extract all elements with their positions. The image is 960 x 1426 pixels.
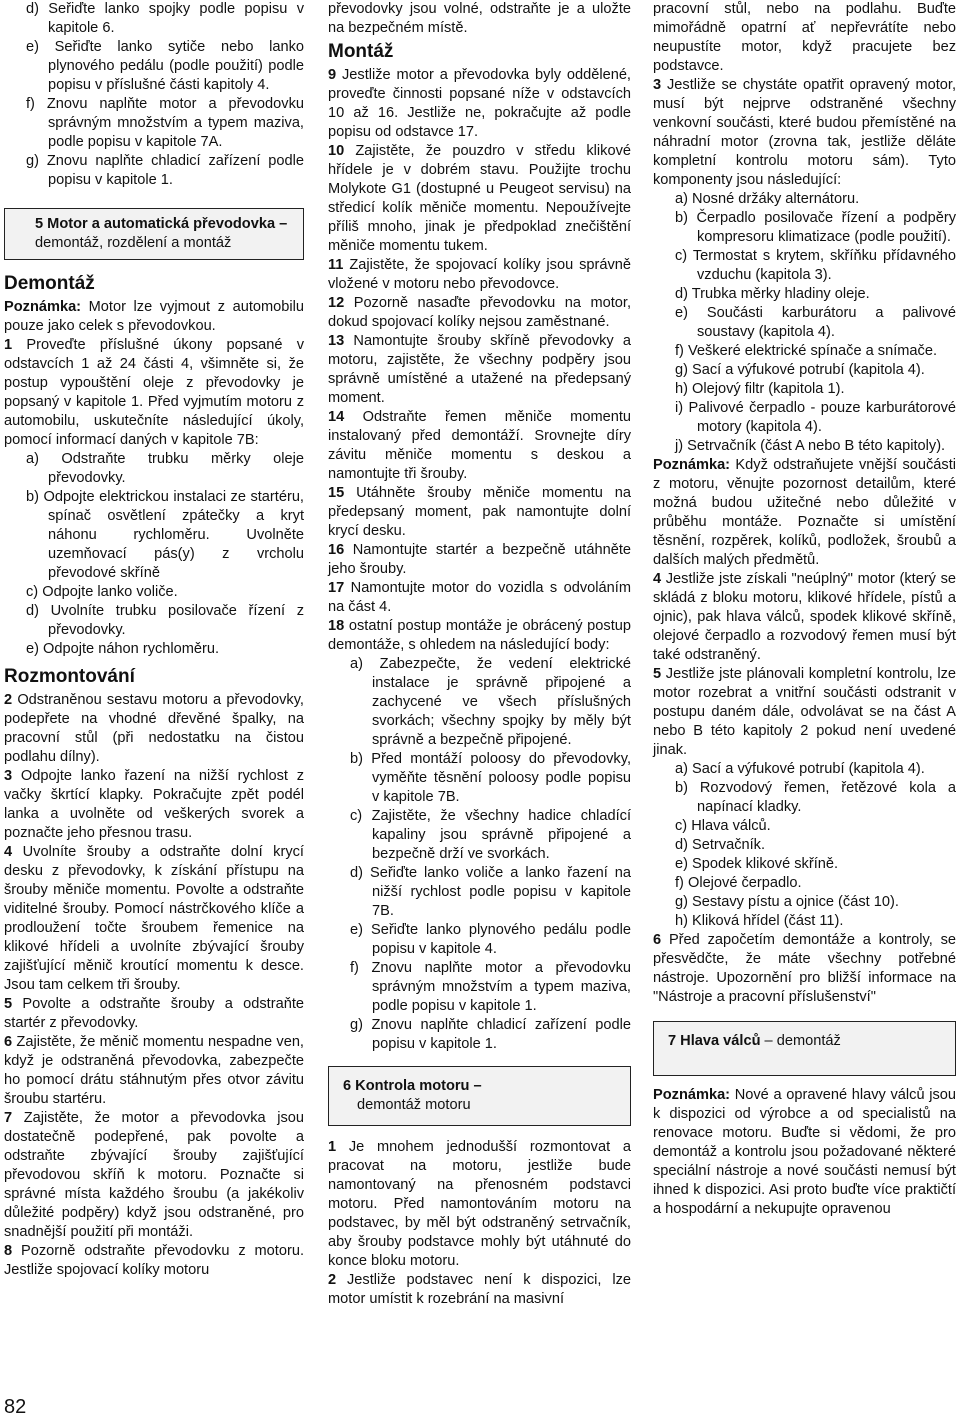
paragraph xyxy=(4,1109,304,1242)
list-item: g) Znovu naplňte chladicí zařízení podle popisu v kapitole 1. xyxy=(26,153,304,188)
heading-demontaz: Demontáž xyxy=(4,273,95,294)
paragraph xyxy=(328,484,631,541)
p1-sublist xyxy=(4,450,304,659)
note xyxy=(4,298,304,336)
paragraph-number: 14 xyxy=(328,409,345,425)
paragraph-number: 17 xyxy=(328,580,345,596)
list-item: c) Odpojte lanko voliče. xyxy=(26,584,178,600)
heading-rozmontovani: Rozmontování xyxy=(4,666,135,687)
note-label: Poznámka: xyxy=(653,1087,731,1103)
paragraph xyxy=(653,570,956,665)
intro-text: pracovní stůl, nebo na podlahu. Buďte mimořádně opatrní ať nepřevrátíte nebo neupustíte motor, když pracujete bez podstavce. xyxy=(653,1,956,74)
paragraph xyxy=(328,1271,631,1309)
paragraph xyxy=(328,256,631,294)
list-item: d) Setrvačník. xyxy=(675,837,766,853)
paragraph xyxy=(328,332,631,408)
list-item: e) Součásti karburátoru a palivové soustavy (kapitola 4). xyxy=(675,305,956,340)
paragraph-text: Jestliže motor a převodovka byly oddělené, proveďte činnosti popsané níže v odstavcích 10 až 16. Jestliže ne, pokračujte až podle popisu od odstavce 17. xyxy=(328,67,631,140)
note-text: Motor lze vyjmout z automobilu pouze jako celek s převodovkou. xyxy=(4,299,304,334)
paragraph xyxy=(328,1138,631,1271)
list-item: g) Sestavy pístu a ojnice (část 10). xyxy=(675,894,899,910)
paragraph-text: Jestliže jste získali "neúplný" motor (který se skládá z bloku motoru, klikové hřídele, pístů a ojnic), pak hlava válců, spodek klikové skříně, olejové čerpadlo a rozvodový řemen musí být také odstraněný. xyxy=(653,571,956,663)
paragraph-1 xyxy=(4,336,304,450)
paragraph-text: Zajistěte, že spojovací kolíky jsou správně vložené v motoru nebo převodovce. xyxy=(328,257,631,292)
section-subtitle: – demontáž xyxy=(760,1033,841,1049)
paragraph-number: 10 xyxy=(328,143,345,159)
paragraph-text: Proveďte příslušné úkony popsané v odstavcích 1 až 24 části 4, všimněte si, že postup vypouštění oleje z převodovky je popsaný v kapitole 1. Před vyjmutím motoru z automobilu, uskutečníte následující úkoly, pomocí informací daných v kapitole 7B: xyxy=(4,337,304,448)
list-item: f) Znovu naplňte motor a převodovku správným množstvím a typem maziva, podle popisu v kapitole 7A. xyxy=(26,96,304,150)
paragraph-text: Povolte a odstraňte šrouby a odstraňte startér z převodovky. xyxy=(4,996,304,1031)
list-item: d) Trubka měrky hladiny oleje. xyxy=(675,286,870,302)
paragraph-text: Zajistěte, že pouzdro v středu klikové hřídele je v dobrém stavu. Použijte trochu Molykote G1 (dostupné u Peugeot servisu) na středicí kolík měniče momentu. Nepoužívejte příliš mnoho, jinak je předpoklad znečištění měniče momentu tukem. xyxy=(328,143,631,254)
paragraph-text: ostatní postup montáže je obrácený postup demontáže, s ohledem na následující body: xyxy=(328,618,631,653)
paragraph xyxy=(4,1242,304,1280)
column-1 xyxy=(4,0,304,1280)
paragraph-number: 6 xyxy=(653,932,662,948)
p3-sublist xyxy=(653,190,956,456)
list-item: b) Před montáží poloosy do převodovky, vyměňte těsnění poloosy podle popisu v kapitole 7B. xyxy=(350,751,631,805)
paragraph-text: Namontujte startér a bezpečně utáhněte jeho šrouby. xyxy=(328,542,631,577)
section-box-7 xyxy=(653,1021,956,1076)
paragraph xyxy=(4,767,304,843)
column-3 xyxy=(653,0,956,1219)
list-item: h) Olejový filtr (kapitola 1). xyxy=(675,381,845,397)
paragraph-number: 4 xyxy=(653,571,662,587)
list-item: f) Veškeré elektrické spínače a snímače. xyxy=(675,343,937,359)
top-items xyxy=(4,0,304,190)
paragraph-number: 1 xyxy=(4,337,13,353)
paragraph-number: 6 xyxy=(4,1034,13,1050)
list-item: a) Sací a výfukové potrubí (kapitola 4). xyxy=(675,761,925,777)
paragraph-number: 12 xyxy=(328,295,345,311)
paragraph-number: 11 xyxy=(328,257,344,273)
paragraph-number: 1 xyxy=(328,1139,337,1155)
paragraph xyxy=(328,579,631,617)
paragraph xyxy=(328,66,631,142)
heading-montaz: Montáž xyxy=(328,41,394,62)
paragraph-text: Odpojte lanko řazení na nižší rychlost z vačky škrtící klapky. Pokračujte zpět podél lanka a uvolněte od veškerých svorek a poznačte jeho přesnou trasu. xyxy=(4,768,304,841)
list-item: h) Kliková hřídel (část 11). xyxy=(675,913,844,929)
paragraph-text: Zajistěte, že motor a převodovka jsou dostatečně podepřené, pak povolte a odstraňte zbývající šrouby zajišťující převodovou skříň k motoru. Poznačte si správné místa každého šroubu (a jakékoliv důležité podpěry) když jsou odstraněné, pro snadnější použití při montáži. xyxy=(4,1110,304,1240)
list-item: d) Seřiďte lanko voliče a lanko řazení na nižší rychlost podle popisu v kapitole 7B. xyxy=(350,865,631,919)
intro-text: převodovky jsou volné, odstraňte je a uložte na bezpečném místě. xyxy=(328,1,631,36)
list-item: d) Seřiďte lanko spojky podle popisu v kapitole 6. xyxy=(26,1,304,36)
list-item: b) Čerpadlo posilovače řízení a podpěry kompresoru klimatizace (podle použití). xyxy=(675,210,956,245)
paragraph xyxy=(328,142,631,256)
paragraph-text: Zajistěte, že měnič momentu nespadne ven, když je odstraněná převodovka, zabezpečte ho pomocí drátu stáhnutým přes otvor závitu šroubu startéru. xyxy=(4,1034,304,1107)
list-item: c) Termostat s krytem, skříňku přídavného vzduchu (kapitola 3). xyxy=(675,248,956,283)
section-subtitle: demontáž motoru xyxy=(357,1097,471,1113)
p18-sublist xyxy=(328,655,631,1054)
paragraph-text: Před započetím demontáže a kontroly, se přesvědčte, že máte všechny potřebné nástroje. Upozornění pro bližší informace na "Nástroje a pracovní příslušenství" xyxy=(653,932,956,1005)
section-box-5 xyxy=(4,208,304,260)
note-text: Nové a opravené hlavy válců jsou k dispozici od výrobce a od specialistů na renovace motoru. Buďte si vědomi, že pro demontáž a kontrolu jsou požadované některé speciální nástroje a nové součásti nemusí být ihned k dispozici. Asi proto buďte více praktičtí a hospodární a nekupujte opravenou xyxy=(653,1087,956,1217)
paragraph-text: Pozorně odstraňte převodovku z motoru. Jestliže spojovací kolíky motoru xyxy=(4,1243,304,1278)
note xyxy=(653,1086,956,1219)
list-item: c) Hlava válců. xyxy=(675,818,771,834)
list-item: e) Seřiďte lanko plynového pedálu podle popisu v kapitole 4. xyxy=(350,922,631,957)
note-label: Poznámka: xyxy=(653,457,731,473)
paragraph-number: 16 xyxy=(328,542,345,558)
paragraph xyxy=(4,995,304,1033)
list-item: a) Nosné držáky alternátoru. xyxy=(675,191,860,207)
paragraph-number: 3 xyxy=(653,77,662,93)
paragraph xyxy=(328,541,631,579)
paragraph xyxy=(4,1033,304,1109)
paragraph-number: 7 xyxy=(4,1110,13,1126)
paragraph-number: 15 xyxy=(328,485,345,501)
paragraph-text: Uvolníte šrouby a odstraňte dolní krycí desku z převodovky, k získání přístupu na šrouby měniče momentu. Povolte a odstraňte viditelné šrouby. Pomocí nástrčkového klíče a prodloužení točte šroubem řemenice na klikové hřídeli a uvolníte zbývající šrouby zajišťující měnič kroutící momentu k desce. Jsou tam celkem tři šrouby. xyxy=(4,844,304,993)
paragraph-text: Jestliže jste plánovali kompletní kontrolu, lze motor rozebrat a vnitřní součásti odstranit v postupu daném dále, odvolávat se na část A nebo B této kapitoly 2 pokud není uvedené jinak. xyxy=(653,666,956,758)
list-item: b) Odpojte elektrickou instalaci ze startéru, spínač osvětlení zpátečky a kryt náhonu rychloměru. Uvolněte uzemňovací pás(y) z vrcholu převodové skříně xyxy=(26,489,304,581)
section-title: 7 Hlava válců xyxy=(668,1033,761,1049)
list-item: f) Znovu naplňte motor a převodovku správným množstvím a typem maziva, podle popisu v kapitole 1. xyxy=(350,960,631,1014)
paragraph xyxy=(328,294,631,332)
paragraph xyxy=(328,408,631,484)
list-item: d) Uvolníte trubku posilovače řízení z převodovky. xyxy=(26,603,304,638)
paragraph-6 xyxy=(653,931,956,1007)
list-item: a) Odstraňte trubku měrky oleje převodovky. xyxy=(26,451,304,486)
p5-sublist xyxy=(653,760,956,931)
paragraph-text: Odstraněnou sestavu motoru a převodovky, podepřete na vhodné dřevěné špalky, na pracovní stůl (při nedostatku na čistou podlahu dílny). xyxy=(4,692,304,765)
list-item: g) Znovu naplňte chladicí zařízení podle popisu v kapitole 1. xyxy=(350,1017,631,1052)
list-item: i) Palivové čerpadlo - pouze karburátorové motory (kapitola 4). xyxy=(675,400,956,435)
list-item: f) Olejové čerpadlo. xyxy=(675,875,802,891)
section-title: 5 Motor a automatická převodovka – xyxy=(35,216,288,232)
paragraph-text: Namontujte motor do vozidla s odvoláním na část 4. xyxy=(328,580,631,615)
paragraph-number: 9 xyxy=(328,67,337,83)
list-item: j) Setrvačník (část A nebo B této kapitoly). xyxy=(675,438,946,454)
note-label: Poznámka: xyxy=(4,299,82,315)
paragraph-text: Utáhněte šrouby měniče momentu na předepsaný moment, pak namontujte dolní krycí desku. xyxy=(328,485,631,539)
list-item: c) Zajistěte, že všechny hadice chladící kapaliny jsou správně připojené a bezpečně drží ve svorkách. xyxy=(350,808,631,862)
page-number: 82 xyxy=(4,1396,27,1418)
paragraph-number: 18 xyxy=(328,618,345,634)
paragraph-text: Je mnohem jednodušší rozmontovat a pracovat na motoru, jestliže bude namontovaný na přenosném podstavci motoru. Před namontováním motoru na podstavec, by měl být odstraněný setrvačník, aby šrouby podstavce mohly být utáhnuté do konce bloku motoru. xyxy=(328,1139,631,1269)
note xyxy=(653,456,956,570)
list-item: g) Sací a výfukové potrubí (kapitola 4). xyxy=(675,362,925,378)
column-2 xyxy=(328,0,631,1309)
paragraph xyxy=(4,843,304,995)
paragraph-3 xyxy=(653,76,956,190)
list-item: b) Rozvodový řemen, řetězové kola a napínací kladky. xyxy=(675,780,956,815)
paragraph xyxy=(653,665,956,760)
list-item: e) Spodek klikové skříně. xyxy=(675,856,839,872)
paragraph-text: Jestliže podstavec není k dispozici, lze motor umístit k rozebrání na masivní xyxy=(328,1272,631,1307)
paragraph-number: 2 xyxy=(328,1272,337,1288)
note-text: Když odstraňujete vnější součásti z motoru, věnujte pozornost detailům, které možná budou užitečné nebo důležité v průběhu montáže. Poznačte si umístění těsnění, rozpěrek, kolíků, podložek, šroubů a dalších malých předmětů. xyxy=(653,457,956,568)
section-title: 6 Kontrola motoru – xyxy=(343,1078,482,1094)
paragraph-number: 3 xyxy=(4,768,13,784)
paragraph-text: Odstraňte řemen měniče momentu instalovaný před demontáží. Srovnejte díry závitu měniče momentu s deskou a namontujte tři šrouby. xyxy=(328,409,631,482)
paragraph-number: 5 xyxy=(653,666,662,682)
paragraph-number: 4 xyxy=(4,844,13,860)
paragraph-number: 5 xyxy=(4,996,13,1012)
paragraph xyxy=(4,691,304,767)
list-item: e) Seřiďte lanko sytiče nebo lanko plynového pedálu (podle použití) podle popisu v příslušné části kapitoly 4. xyxy=(26,39,304,93)
section-subtitle: demontáž, rozdělení a montáž xyxy=(35,235,232,251)
paragraph-number: 8 xyxy=(4,1243,13,1259)
paragraph-text: Pozorně nasaďte převodovku na motor, dokud spojovací kolíky nejsou zaměstnané. xyxy=(328,295,631,330)
paragraph xyxy=(328,617,631,655)
section-box-6 xyxy=(328,1066,631,1126)
paragraph-text: Jestliže se chystáte opatřit opravený motor, musí být nejprve odstraněné všechny venkovní součásti, které budou přemístěné na náhradní motor (zrovna tak, jestliže děláte kompletní kontrolu motoru sám). Tyto komponenty jsou následující: xyxy=(653,77,956,188)
list-item: a) Zabezpečte, že vedení elektrické instalace je správně připojené a zachycené ve všech příslušných svorkách; všechny spojky by měly být správně a bezpečně připojené. xyxy=(350,656,631,748)
paragraph-text: Namontujte šrouby skříně převodovky a motoru, zajistěte, že všechny podpěry jsou správně umístěné a utažené na předepsaný moment. xyxy=(328,333,631,406)
paragraph-number: 2 xyxy=(4,692,13,708)
list-item: e) Odpojte náhon rychloměru. xyxy=(26,641,220,657)
paragraph-number: 13 xyxy=(328,333,345,349)
